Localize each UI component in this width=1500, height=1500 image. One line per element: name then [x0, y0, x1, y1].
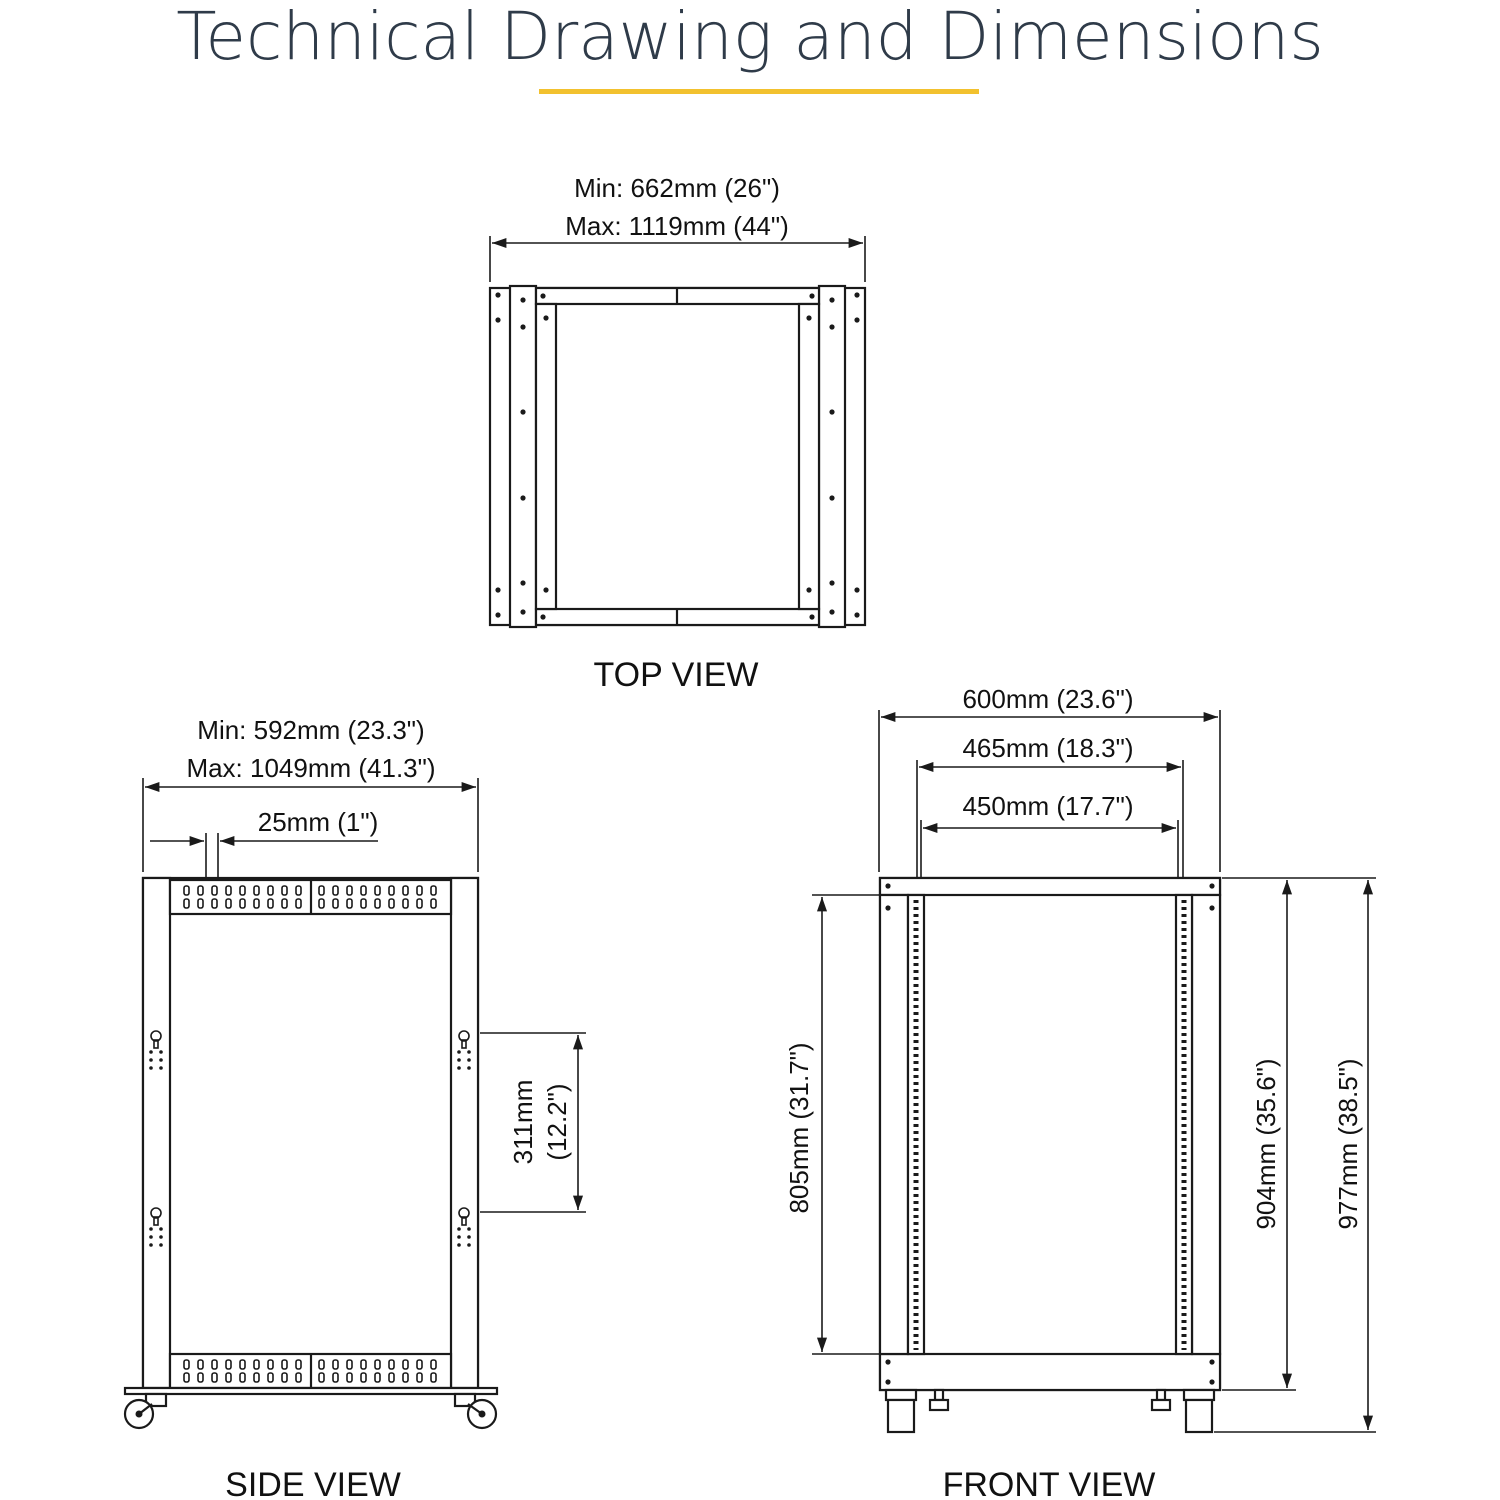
top-view	[490, 173, 865, 694]
side-view-mount-spacing-mm: 311mm	[508, 1079, 538, 1165]
top-view-label: TOP VIEW	[593, 656, 759, 694]
front-view-frame-height-label: 904mm (35.6")	[1251, 1058, 1281, 1230]
front-view-rail-inner-width-label: 450mm (17.7")	[962, 791, 1134, 821]
side-view-label: SIDE VIEW	[225, 1466, 401, 1500]
side-view-depth-min-label: Min: 592mm (23.3")	[197, 715, 425, 745]
front-view-rail-outer-width-label: 465mm (18.3")	[962, 733, 1134, 763]
side-view-post-width-dimension	[150, 833, 378, 880]
front-view-total-height-label: 977mm (38.5")	[1333, 1058, 1363, 1230]
front-view-frame	[880, 878, 1220, 1432]
side-view-mount-spacing-in: (12.2")	[542, 1083, 572, 1161]
side-view-depth-max-label: Max: 1049mm (41.3")	[186, 753, 436, 783]
front-view-label: FRONT VIEW	[942, 1466, 1156, 1500]
top-view-width-min-label: Min: 662mm (26")	[574, 173, 780, 203]
top-view-width-max-label: Max: 1119mm (44")	[565, 211, 789, 241]
side-view-post-width-label: 25mm (1")	[257, 807, 379, 837]
front-view-rail-height-label: 805mm (31.7")	[784, 1042, 814, 1214]
top-view-frame	[490, 286, 865, 627]
front-view-outer-width-label: 600mm (23.6")	[962, 684, 1134, 714]
side-view-casters	[125, 1388, 497, 1428]
front-view	[784, 684, 1376, 1500]
top-view-width-dimension	[490, 236, 865, 282]
front-view-casters	[886, 1390, 1214, 1432]
page-title: Technical Drawing and Dimensions	[176, 0, 1324, 75]
side-view-frame	[125, 878, 497, 1428]
side-view	[125, 715, 586, 1500]
